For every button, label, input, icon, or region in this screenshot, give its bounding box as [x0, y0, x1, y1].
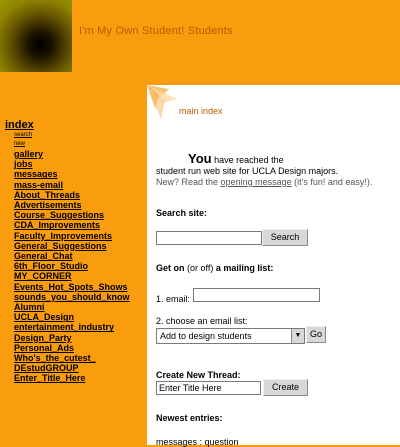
main-panel: [147, 85, 400, 445]
mailing-label-post: a mailing list:: [213, 263, 274, 273]
welcome-text: [156, 153, 396, 188]
sidebar-item[interactable]: Design_Party: [14, 332, 72, 343]
welcome-line3-pre: New? Read the: [156, 177, 221, 187]
sidebar-item[interactable]: gallery: [14, 149, 44, 159]
sidebar-item[interactable]: About_Threads: [14, 189, 81, 200]
sidebar-item[interactable]: UCLA_Design: [14, 312, 75, 323]
new-thread-input[interactable]: Enter Title Here: [156, 381, 261, 395]
sidebar-item[interactable]: Personal_Ads: [14, 342, 75, 353]
sidebar-item[interactable]: 6th_Floor_Studio: [14, 261, 88, 272]
sidebar-item[interactable]: Course_Suggestions: [14, 210, 105, 221]
welcome-line3-post: (it's fun! and easy!).: [291, 177, 373, 187]
chevron-down-icon[interactable]: ▼: [291, 329, 304, 343]
welcome-line2: student run web site for UCLA Design majors.: [156, 166, 339, 176]
email-list-selected: Add to design students: [160, 331, 252, 341]
mailing-label-mid: (or off): [187, 263, 214, 273]
sidebar-item[interactable]: Enter_Title_Here: [14, 373, 86, 384]
search-button[interactable]: Search: [262, 229, 308, 246]
email-input[interactable]: [193, 288, 320, 302]
mailing-list-label: [156, 263, 273, 273]
star-burst-icon: [147, 85, 187, 125]
new-thread-label: Create New Thread:: [156, 370, 241, 380]
create-button[interactable]: Create: [263, 379, 308, 396]
opening-message-link[interactable]: opening message: [220, 177, 292, 187]
welcome-you: You: [188, 151, 212, 166]
choose-list-label: 2. choose an email list:: [156, 316, 248, 326]
search-input[interactable]: [156, 231, 262, 245]
sidebar-item[interactable]: Faculty_Improvements: [14, 230, 113, 241]
sidebar-item[interactable]: messages: [14, 169, 58, 180]
sidebar-item[interactable]: Alumni: [14, 302, 45, 313]
email-label: 1. email:: [156, 294, 191, 304]
sidebar-sublink-new[interactable]: new: [14, 141, 26, 147]
go-button[interactable]: Go: [306, 326, 326, 343]
sidebar-item[interactable]: DEstudGROUP: [14, 363, 79, 374]
sidebar-item[interactable]: CDA_Improvements: [14, 220, 101, 231]
search-label: Search site:: [156, 208, 208, 218]
section-label: main index: [179, 106, 223, 116]
mailing-label-pre: Get on: [156, 263, 187, 273]
sidebar-item[interactable]: MY_CORNER: [14, 271, 72, 282]
sidebar-nav: [5, 119, 145, 384]
newest-entries-label: Newest entries:: [156, 413, 223, 423]
site-title: I'm My Own Student! Students: [79, 25, 233, 37]
email-list-select[interactable]: [156, 328, 305, 344]
sidebar-item[interactable]: sounds_you_should_know: [14, 291, 130, 302]
sidebar-item[interactable]: entertainment_industry: [14, 322, 115, 333]
welcome-line1: have reached the: [211, 155, 284, 165]
sidebar-item[interactable]: jobs: [14, 159, 33, 170]
sidebar-item[interactable]: Events_Hot_Spots_Shows: [14, 281, 128, 292]
sidebar-item[interactable]: General_Suggestions: [14, 240, 107, 251]
newest-entry[interactable]: messages : question: [156, 437, 239, 447]
sidebar-sublink-search[interactable]: search: [14, 132, 33, 138]
site-logo: [0, 0, 72, 72]
sidebar-index-link[interactable]: index: [5, 119, 34, 131]
sidebar-item[interactable]: Who's_the_cutest_: [14, 353, 96, 364]
sidebar-item[interactable]: mass-email: [14, 179, 64, 190]
sidebar-item[interactable]: General_Chat: [14, 251, 73, 262]
sidebar-item[interactable]: Advertisements: [14, 200, 82, 211]
